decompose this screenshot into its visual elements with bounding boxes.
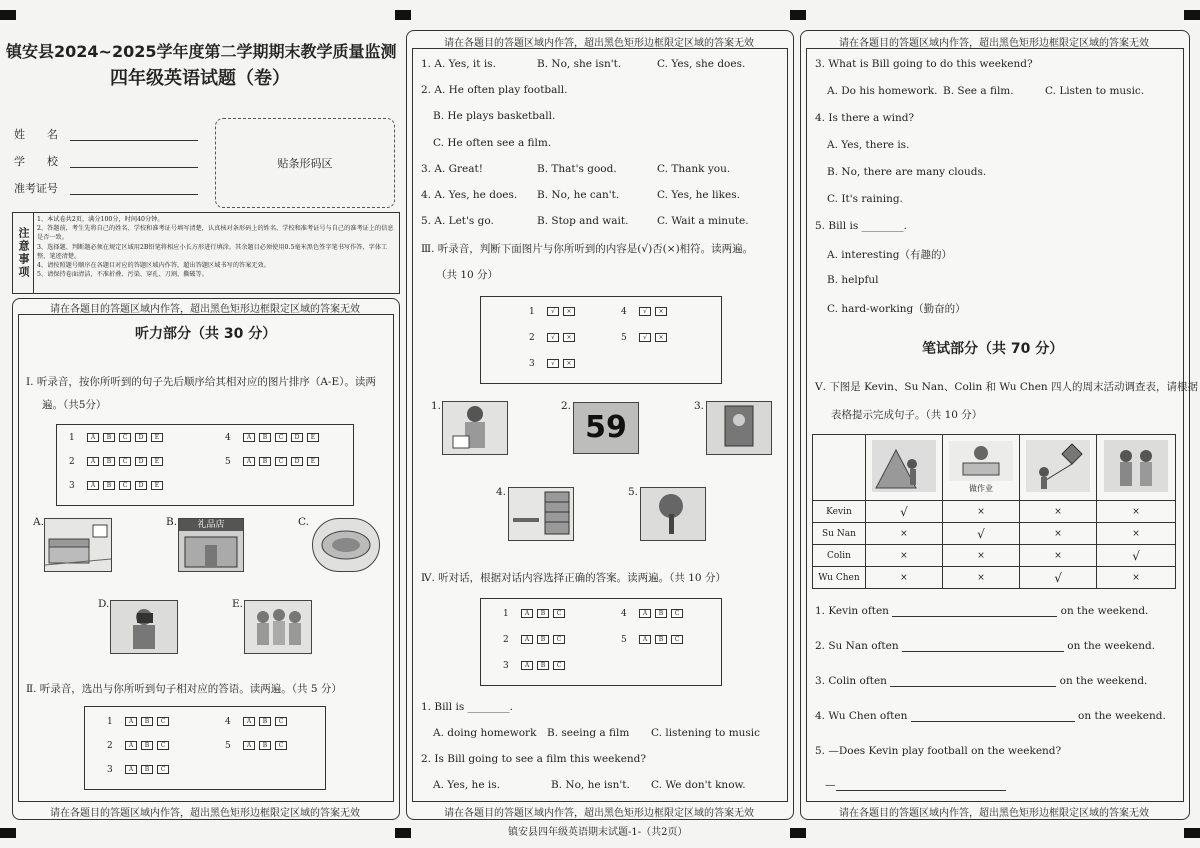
sentence-2-end: on the weekend. (1067, 640, 1156, 652)
q4-item-1-a: A. doing homework (433, 727, 537, 739)
answer-bubble[interactable]: B (655, 635, 667, 644)
exam-number-label: 准考证号 (14, 182, 58, 195)
answer-area-notice: 请在各题目的答题区域内作答，超出黑色矩形边框限定区域的答案无效 (444, 38, 754, 49)
answer-bubble[interactable]: A (521, 609, 533, 618)
row-number: 2 (69, 457, 75, 467)
q3-pic-label-4: 4. (496, 486, 507, 498)
registration-mark (0, 828, 16, 838)
answer-bubble[interactable]: A (87, 457, 99, 466)
answer-area-notice: 请在各题目的答题区域内作答，超出黑色矩形边框限定区域的答案无效 (444, 808, 754, 819)
q4-item-5-a: A. interesting（有趣的） (827, 249, 952, 261)
q2-answer-5c: C. Wait a minute. (657, 215, 749, 227)
survey-mark: × (1097, 567, 1176, 589)
question-5: 5. —Does Kevin play football on the weekend? (815, 745, 1062, 757)
survey-mark: √ (865, 501, 942, 523)
q4-item-3-a: A. Do his homework. (827, 85, 938, 97)
answer-5-blank[interactable] (836, 790, 1006, 791)
survey-mark: × (865, 545, 942, 567)
survey-mark: √ (942, 523, 1019, 545)
student-name: Wu Chen (813, 567, 866, 589)
row-number: 4 (621, 609, 627, 619)
page-footer: 镇安县四年级英语期末试题-1-（共2页） (508, 827, 688, 838)
q2-answer-4b: B. No, he can't. (537, 189, 620, 201)
q2-answer-3a: 3. A. Great! (421, 163, 483, 175)
row-number: 1 (503, 609, 509, 619)
name-label: 姓 名 (14, 128, 58, 141)
q2-answer-2b: B. He plays basketball. (433, 110, 556, 122)
q2-answer-1b: B. No, she isn't. (537, 58, 622, 70)
survey-row (813, 501, 1176, 523)
birthday-girl-picture (442, 401, 508, 455)
barcode-label: 贴条形码区 (277, 157, 333, 170)
answer-bubble[interactable]: A (639, 609, 651, 618)
answer-bubble[interactable]: B (537, 609, 549, 618)
answer-bubble[interactable]: C (275, 717, 287, 726)
answer-5 (825, 779, 1006, 791)
bookshelf-icon (509, 488, 573, 540)
sentence-1-blank[interactable] (892, 616, 1057, 617)
row-number: 4 (225, 433, 231, 443)
answer-row (107, 765, 173, 775)
survey-mark: × (942, 567, 1019, 589)
pic-label-e: E. (232, 598, 244, 610)
answer-bubble[interactable]: C (275, 457, 287, 466)
registration-mark (1184, 10, 1200, 20)
answer-bubble[interactable]: B (141, 741, 153, 750)
answer-row (503, 635, 569, 645)
survey-mark: × (942, 501, 1019, 523)
clock-number: 59 (585, 410, 627, 445)
answer-bubble[interactable]: A (125, 765, 137, 774)
survey-mark: × (1020, 501, 1097, 523)
answer-bubble[interactable]: C (119, 433, 131, 442)
answer-bubble[interactable]: × (655, 333, 667, 342)
answer-bubble[interactable]: A (125, 741, 137, 750)
answer-row (225, 717, 291, 727)
answer-bubble[interactable]: C (119, 457, 131, 466)
q3-pic-label-5: 5. (628, 486, 639, 498)
row-number: 5 (225, 457, 231, 467)
answer-bubble[interactable]: B (103, 433, 115, 442)
row-number: 5 (225, 741, 231, 751)
answer-bubble[interactable]: B (259, 717, 271, 726)
q4-item-5-b: B. helpful (827, 274, 879, 286)
answer-row (529, 307, 579, 317)
answer-area-notice: 请在各题目的答题区域内作答，超出黑色矩形边框限定区域的答案无效 (50, 304, 360, 315)
answer-bubble[interactable]: D (291, 433, 303, 442)
answer-bubble[interactable]: A (243, 433, 255, 442)
notice-item: 5、请保持卷面清洁，不准折叠、污染、穿孔、刀割、撕破等。 (37, 271, 208, 279)
answer-bubble[interactable]: E (307, 457, 319, 466)
answer-bubble[interactable]: √ (639, 307, 651, 316)
answer-bubble[interactable]: C (157, 741, 169, 750)
q4-item-2-c: C. We don't know. (651, 779, 746, 791)
row-number: 1 (69, 433, 75, 443)
answer-bubble[interactable]: √ (547, 307, 559, 316)
q2-answer-5b: B. Stop and wait. (537, 215, 629, 227)
sentence-4-blank[interactable] (911, 721, 1075, 722)
q4-item-3-c: C. Listen to music. (1045, 85, 1145, 97)
answer-bubble[interactable]: C (553, 609, 565, 618)
student-name: Su Nan (813, 523, 866, 545)
camera-person-icon (111, 601, 177, 653)
sentence-2 (815, 640, 1155, 652)
registration-mark (790, 10, 806, 20)
answer-bubble[interactable]: E (151, 457, 163, 466)
answer-area-notice: 请在各题目的答题区域内作答，超出黑色矩形边框限定区域的答案无效 (839, 38, 1149, 49)
answer-bubble[interactable]: D (135, 457, 147, 466)
sentence-3 (815, 675, 1147, 687)
row-number: 4 (225, 717, 231, 727)
survey-row (813, 545, 1176, 567)
q2-answer-1c: C. Yes, she does. (657, 58, 746, 70)
plate-icon (313, 519, 379, 571)
row-number: 1 (529, 307, 535, 317)
answer-bubble[interactable]: √ (547, 359, 559, 368)
answer-row (621, 609, 687, 619)
shop-sign: 礼品店 (179, 519, 243, 531)
q4-item-3: 3. What is Bill going to do this weekend? (815, 58, 1033, 70)
sentence-3-end: on the weekend. (1059, 675, 1148, 687)
survey-mark: × (1020, 545, 1097, 567)
answer-row (225, 433, 323, 443)
q4-item-1: 1. Bill is ________. (421, 701, 513, 713)
q4-item-2-a: A. Yes, he is. (433, 779, 500, 791)
row-number: 3 (69, 481, 75, 491)
q1-instruction-cont: 遍。（共5分） (42, 399, 107, 411)
row-number: 2 (503, 635, 509, 645)
q5-instruction-cont: 表格提示完成句子。（共 10 分） (831, 409, 983, 421)
registration-mark (395, 10, 411, 20)
answer-bubble[interactable]: B (259, 741, 271, 750)
q4-item-4-c: C. It's raining. (827, 193, 903, 205)
sentence-4-end: on the weekend. (1078, 710, 1166, 722)
answer-row (107, 741, 173, 751)
exam-subtitle: 四年级英语试题（卷） (110, 68, 290, 89)
activity-hiking-picture (865, 435, 942, 501)
answer-area-notice: 请在各题目的答题区域内作答，超出黑色矩形边框限定区域的答案无效 (50, 808, 360, 819)
sentence-4-start: 4. Wu Chen often (815, 710, 908, 722)
answer-bubble[interactable]: C (553, 635, 565, 644)
registration-mark (790, 828, 806, 838)
notice-item: 1、本试卷共2页，满分100分，时间40分钟。 (37, 216, 164, 223)
children-icon (245, 601, 311, 653)
answer-row (225, 741, 291, 751)
q1-instruction: Ⅰ. 听录音，按你所听到的句子先后顺序给其相对应的图片排序（A-E）。读两 (26, 376, 376, 388)
registration-mark (395, 828, 411, 838)
q2-answer-3c: C. Thank you. (657, 163, 731, 175)
gift-shop-picture (178, 518, 244, 572)
notice-list (37, 215, 395, 279)
writing-heading: 笔试部分（共 70 分） (922, 341, 1064, 357)
answer-bubble[interactable]: × (563, 333, 575, 342)
row-number: 3 (503, 661, 509, 671)
book-picture (706, 401, 772, 455)
answer-bubble[interactable]: C (671, 609, 683, 618)
answer-bubble[interactable]: B (103, 457, 115, 466)
q4-item-4-a: A. Yes, there is. (827, 139, 910, 151)
q2-answer-3b: B. That's good. (537, 163, 617, 175)
q3-pic-label-1: 1. (431, 400, 442, 412)
weekend-survey-table (812, 434, 1176, 589)
q3-bubble-grid (480, 296, 722, 384)
answer-bubble[interactable]: C (119, 481, 131, 490)
survey-mark: × (1020, 523, 1097, 545)
activity-friends-picture (1097, 435, 1176, 501)
answer-bubble[interactable]: A (243, 457, 255, 466)
answer-bubble[interactable]: A (243, 741, 255, 750)
q2-instruction: Ⅱ. 听录音，选出与你所听到句子相对应的答语。读两遍。（共 5 分） (26, 683, 342, 695)
q2-answer-5a: 5. A. Let's go. (421, 215, 494, 227)
school-field[interactable] (70, 167, 198, 168)
hiking-icon (872, 440, 936, 492)
student-name: Kevin (813, 501, 866, 523)
answer-row (503, 661, 569, 671)
clock-picture (573, 402, 639, 454)
book-icon (707, 402, 771, 454)
survey-mark: √ (1097, 545, 1176, 567)
answer-bubble[interactable]: B (259, 457, 271, 466)
living-room-picture (44, 518, 112, 572)
answer-bubble[interactable]: D (291, 457, 303, 466)
q2-bubble-grid (84, 706, 326, 790)
answer-bubble[interactable]: C (553, 661, 565, 670)
pic-label-d: D. (98, 598, 110, 610)
q3-pic-label-3: 3. (694, 400, 705, 412)
row-number: 1 (107, 717, 113, 727)
library-picture (508, 487, 574, 541)
survey-mark: √ (1020, 567, 1097, 589)
answer-bubble[interactable]: A (87, 433, 99, 442)
sentence-2-start: 2. Su Nan often (815, 640, 899, 652)
answer-bubble[interactable]: B (259, 433, 271, 442)
answer-bubble[interactable]: C (275, 741, 287, 750)
sentence-4 (815, 710, 1166, 722)
food-plate-picture (312, 518, 380, 572)
answer-row (529, 333, 579, 343)
tree-icon (641, 488, 705, 540)
row-number: 4 (621, 307, 627, 317)
answer-bubble[interactable]: B (537, 661, 549, 670)
windy-tree-picture (640, 487, 706, 541)
notice-item: 4、请按照题号顺序在各题目对应的答题区域内作答，超出答题区域书写的答案无效。 (37, 262, 270, 270)
q2-answer-4c: C. Yes, he likes. (657, 189, 740, 201)
answer-bubble[interactable]: √ (547, 333, 559, 342)
sentence-1 (815, 605, 1148, 617)
notice-label: 注意事项 (13, 213, 34, 293)
survey-row (813, 523, 1176, 545)
q4-item-1-c: C. listening to music (651, 727, 761, 739)
answer-row (69, 457, 167, 467)
right-answer-area (806, 48, 1184, 802)
barcode-area (215, 118, 395, 208)
answer-bubble[interactable]: C (157, 765, 169, 774)
q2-answer-2c: C. He often see a film. (433, 137, 552, 149)
q4-item-4: 4. Is there a wind? (815, 112, 915, 124)
sentence-2-blank[interactable] (902, 651, 1064, 652)
answer-bubble[interactable]: A (87, 481, 99, 490)
activity-kite-picture (1020, 435, 1097, 501)
homework-icon (949, 441, 1013, 481)
answer-bubble[interactable]: × (563, 307, 575, 316)
survey-mark: × (1097, 501, 1176, 523)
survey-mark: × (865, 523, 942, 545)
answer-row (621, 307, 671, 317)
q2-answer-2a: 2. A. He often play football. (421, 84, 568, 96)
answer-row (621, 635, 687, 645)
answer-5-dash: — (825, 779, 836, 791)
answer-row (69, 433, 167, 443)
survey-mark: × (865, 567, 942, 589)
pic-label-a: A. (33, 516, 44, 528)
answer-bubble[interactable]: D (135, 433, 147, 442)
sentence-1-end: on the weekend. (1060, 605, 1149, 617)
exam-title: 镇安县2024~2025学年度第二学期期末教学质量监测 (6, 42, 397, 61)
q4-item-5-c: C. hard-working（勤奋的） (827, 303, 966, 315)
q4-item-1-b: B. seeing a film (547, 727, 630, 739)
registration-mark (0, 10, 16, 20)
notice-item: 3、选择题、判断题必须在规定区域用2B铅笔将相应小长方形进行填涂。其余题目必须使用0.5毫米黑色签字笔书写作答，字体工整，笔迹清楚。 (37, 243, 388, 260)
school-label: 学 校 (14, 155, 58, 168)
homework-caption: 做作业 (968, 484, 993, 493)
q4-bubble-grid (480, 598, 722, 686)
answer-bubble[interactable]: C (671, 635, 683, 644)
pic-label-b: B. (166, 516, 178, 528)
answer-bubble[interactable]: × (655, 307, 667, 316)
answer-bubble[interactable]: √ (639, 333, 651, 342)
kite-icon (1026, 440, 1090, 492)
living-room-icon (45, 519, 111, 571)
pic-label-c: C. (298, 516, 309, 528)
answer-row (503, 609, 569, 619)
q4-instruction: Ⅳ. 听对话，根据对话内容选择正确的答案。读两遍。（共 10 分） (421, 572, 726, 584)
activity-homework-picture (942, 435, 1019, 501)
answer-bubble[interactable]: × (563, 359, 575, 368)
exam-number-field[interactable] (70, 194, 198, 195)
sentence-1-start: 1. Kevin often (815, 605, 889, 617)
listening-heading: 听力部分（共 30 分） (135, 326, 277, 342)
answer-bubble[interactable]: A (521, 661, 533, 670)
friends-icon (1104, 440, 1168, 492)
q5-instruction: Ⅴ. 下图是 Kevin、Su Nan、Colin 和 Wu Chen 四人的周末活动调查表，请根据 (815, 381, 1199, 393)
answer-bubble[interactable]: B (103, 481, 115, 490)
registration-mark (1184, 828, 1200, 838)
answer-row (621, 333, 671, 343)
q4-item-5: 5. Bill is ________. (815, 220, 907, 232)
q3-instruction-cont: （共 10 分） (436, 269, 499, 281)
row-number: 3 (529, 359, 535, 369)
photographer-picture (110, 600, 178, 654)
answer-area-notice: 请在各题目的答题区域内作答，超出黑色矩形边框限定区域的答案无效 (839, 808, 1149, 819)
sentence-3-blank[interactable] (890, 686, 1056, 687)
notice-box (12, 212, 400, 294)
answer-bubble[interactable]: B (141, 765, 153, 774)
girl-cake-icon (443, 402, 507, 454)
q4-item-3-b: B. See a film. (943, 85, 1014, 97)
answer-bubble[interactable]: A (639, 635, 651, 644)
student-name: Colin (813, 545, 866, 567)
answer-row (107, 717, 173, 727)
row-number: 5 (621, 635, 627, 645)
answer-bubble[interactable]: E (307, 433, 319, 442)
q3-instruction: Ⅲ. 听录音，判断下面图片与你所听到的内容是(√)否(×)相符。读两遍。 (421, 243, 754, 255)
answer-bubble[interactable]: C (275, 433, 287, 442)
survey-mark: × (1097, 523, 1176, 545)
answer-bubble[interactable]: D (135, 481, 147, 490)
answer-bubble[interactable]: B (141, 717, 153, 726)
answer-bubble[interactable]: B (655, 609, 667, 618)
q2-answer-4a: 4. A. Yes, he does. (421, 189, 518, 201)
answer-bubble[interactable]: E (151, 433, 163, 442)
q4-item-4-b: B. No, there are many clouds. (827, 166, 987, 178)
answer-bubble[interactable]: A (521, 635, 533, 644)
survey-mark: × (942, 545, 1019, 567)
notice-item: 2、答题前，考生先将自己的姓名、学校和准考证号填写清楚，认真核对条形码上的姓名、学校和准考证号与自己的准考证上的信息是否一致。 (37, 225, 394, 242)
q4-item-2: 2. Is Bill going to see a film this weekend? (421, 753, 647, 765)
shop-icon (179, 531, 243, 571)
q4-item-2-b: B. No, he isn't. (551, 779, 630, 791)
row-number: 5 (621, 333, 627, 343)
survey-row (813, 567, 1176, 589)
children-picture (244, 600, 312, 654)
answer-bubble[interactable]: B (537, 635, 549, 644)
answer-row (69, 481, 167, 491)
answer-row (529, 359, 579, 369)
answer-bubble[interactable]: C (157, 717, 169, 726)
answer-row (225, 457, 323, 467)
sentence-3-start: 3. Colin often (815, 675, 887, 687)
name-field[interactable] (70, 140, 198, 141)
answer-bubble[interactable]: A (125, 717, 137, 726)
row-number: 2 (107, 741, 113, 751)
q2-answer-1a: 1. A. Yes, it is. (421, 58, 496, 70)
answer-bubble[interactable]: E (151, 481, 163, 490)
row-number: 2 (529, 333, 535, 343)
q1-bubble-grid (56, 424, 354, 506)
row-number: 3 (107, 765, 113, 775)
answer-bubble[interactable]: A (243, 717, 255, 726)
q3-pic-label-2: 2. (561, 400, 572, 412)
